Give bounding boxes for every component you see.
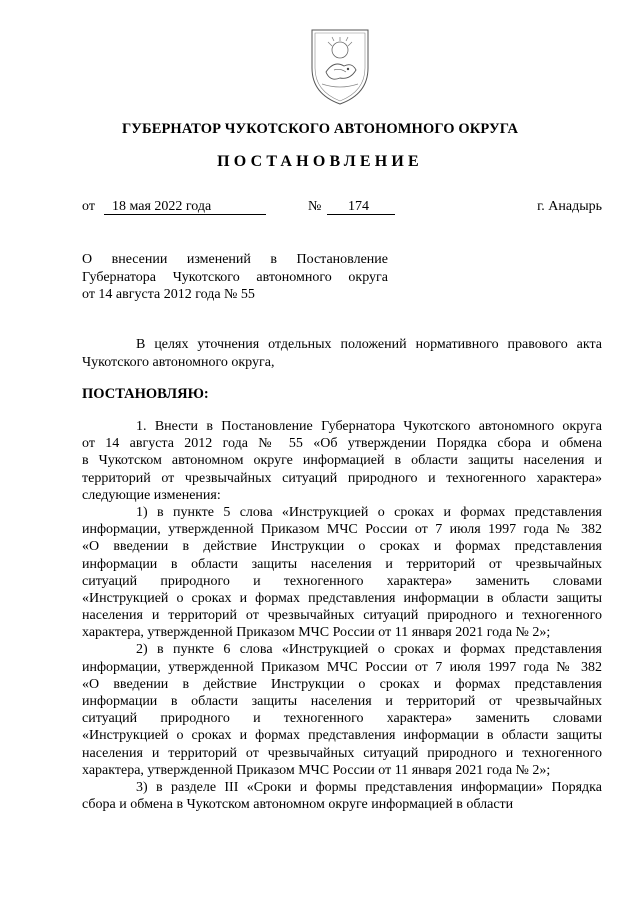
document-date: 18 мая 2022 года — [112, 199, 212, 214]
body-line: информации в области защиты населения и территорий от чрезвычайных — [82, 556, 602, 572]
document-meta-line — [82, 199, 602, 219]
body-line: населения и территорий от чрезвычайных ситуаций природного и техногенного — [82, 608, 602, 624]
date-prefix: от — [82, 199, 95, 214]
body-line: «О введении в действие Инструкции о сроках и формах представления — [82, 539, 602, 555]
body-line: территорий от чрезвычайных ситуаций природного и техногенного характера» — [82, 470, 602, 486]
document-body — [82, 418, 602, 813]
body-line: сбора и обмена в Чукотском автономном округе информацией в области — [82, 797, 514, 813]
preamble — [82, 336, 602, 371]
body-line: ситуаций природного и техногенного характера» заменить словами — [82, 573, 602, 589]
body-line: «О введении в действие Инструкции о сроках и формах представления — [82, 676, 602, 692]
document-title: ПОСТАНОВЛЕНИЕ — [217, 153, 423, 170]
document-subject — [82, 251, 388, 304]
body-line: 1. Внести в Постановление Губернатора Чукотского автономного округа — [136, 419, 602, 434]
document-city: г. Анадырь — [537, 199, 602, 214]
body-line: от 14 августа 2012 года № 55 «Об утверждении Порядка сбора и обмена — [82, 436, 602, 452]
number-label: № — [308, 199, 322, 214]
subject-line: Губернатора Чукотского автономного округа — [82, 269, 388, 285]
body-line: ситуаций природного и техногенного характера» заменить словами — [82, 711, 602, 727]
body-line: 2) в пункте 6 слова «Инструкцией о сроках и формах представления — [136, 642, 602, 658]
number-underline — [327, 214, 395, 215]
body-line: населения и территорий от чрезвычайных ситуаций природного и техногенного — [82, 745, 602, 761]
resolve-heading: ПОСТАНОВЛЯЮ: — [82, 386, 209, 402]
body-line: «Инструкцией о сроках и формах представления информации в области защиты — [82, 590, 602, 606]
body-line: информации, утвержденной Приказом МЧС России от 7 июля 1997 года № 382 — [82, 522, 602, 538]
coat-of-arms-emblem — [304, 24, 376, 108]
date-underline — [104, 214, 266, 215]
body-line: характера, утвержденной Приказом МЧС России от 11 января 2021 года № 2»; — [82, 625, 551, 641]
body-line: характера, утвержденной Приказом МЧС России от 11 января 2021 года № 2»; — [82, 762, 551, 778]
subject-line: от 14 августа 2012 года № 55 — [82, 287, 255, 302]
body-line: в Чукотском автономном округе информацией в области защиты населения и — [82, 453, 602, 469]
subject-line: О внесении изменений в Постановление — [82, 252, 388, 267]
body-line: информации, утвержденной Приказом МЧС России от 7 июля 1997 года № 382 — [82, 659, 602, 675]
body-line: 1) в пункте 5 слова «Инструкцией о сроках и формах представления — [136, 504, 602, 520]
body-line: информации в области защиты населения и территорий от чрезвычайных — [82, 694, 602, 709]
preamble-line: В целях уточнения отдельных положений нормативного правового акта — [136, 337, 602, 352]
document-number: 174 — [348, 199, 369, 214]
body-line: «Инструкцией о сроках и формах представления информации в области защиты — [82, 728, 602, 744]
preamble-line: Чукотского автономного округа, — [82, 354, 275, 370]
issuer-heading: ГУБЕРНАТОР ЧУКОТСКОГО АВТОНОМНОГО ОКРУГА — [121, 121, 519, 137]
body-line: следующие изменения: — [82, 487, 221, 503]
body-line: 3) в разделе III «Сроки и формы представления информации» Порядка — [136, 779, 602, 795]
